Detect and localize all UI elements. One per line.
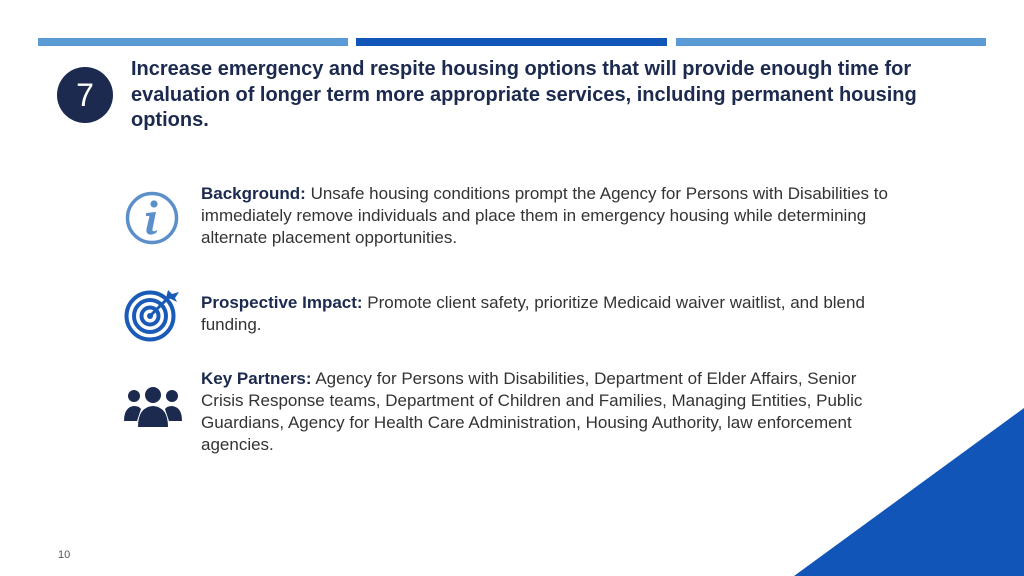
partners-label: Key Partners: [201, 369, 312, 388]
top-accent-bar-center [356, 38, 667, 46]
corner-accent-triangle [794, 408, 1024, 576]
people-icon [124, 385, 182, 429]
background-text: Unsafe housing conditions prompt the Agency for Persons with Disabilities to immediately remove individuals and place them in emergency housing while determining alternate placement opportunities. [201, 184, 888, 247]
partners-text: Agency for Persons with Disabilities, Department of Elder Affairs, Senior Crisis Response teams, Department of Children and Families, Managing Entities, Public Guardians, Agency for Health Care Administration, Housing Authority, law enforcement agencies. [201, 369, 863, 454]
page-number: 10 [58, 549, 71, 561]
target-icon [124, 286, 182, 342]
top-accent-bar-left [38, 38, 348, 46]
top-accent-bar-right [676, 38, 986, 46]
impact-text: Promote client safety, prioritize Medicaid waiver waitlist, and blend funding. [201, 293, 865, 334]
background-label: Background: [201, 184, 306, 203]
slide-title: Increase emergency and respite housing options that will provide enough time for evaluation of longer term more appropriate services, including permanent housing options. [131, 58, 917, 131]
impact-label: Prospective Impact: [201, 293, 363, 312]
background-section [201, 183, 901, 249]
impact-section [201, 292, 901, 336]
slide-number-badge: 7 [57, 67, 113, 123]
info-icon [125, 191, 179, 245]
